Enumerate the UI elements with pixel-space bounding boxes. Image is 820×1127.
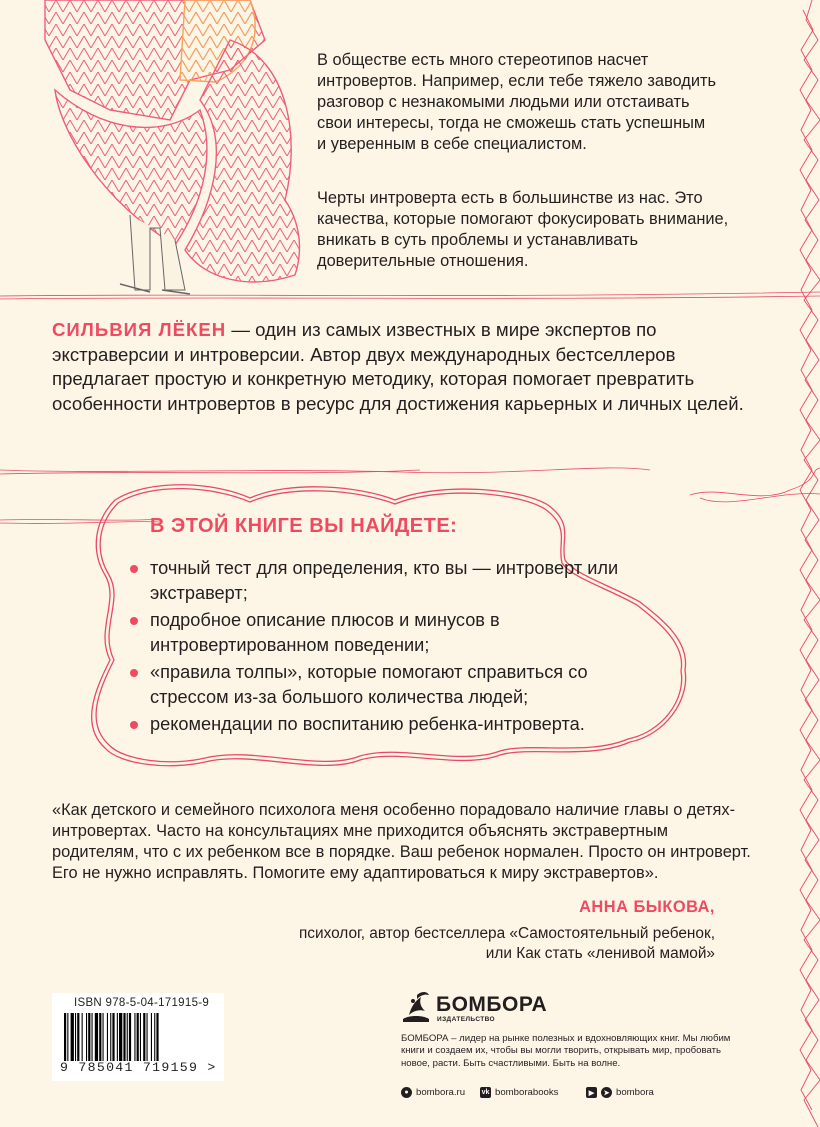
telegram-icon: ➤	[601, 1087, 612, 1098]
barcode-bar	[119, 1013, 122, 1061]
website-label: bombora.ru	[416, 1087, 466, 1098]
list-item	[130, 712, 660, 737]
barcode-bar	[110, 1013, 111, 1061]
barcode-bar	[88, 1013, 90, 1061]
list-item	[130, 608, 660, 657]
list-item-text: «правила толпы», которые помогают справиться со стрессом из-за большого количества людей;	[150, 662, 588, 707]
barcode-bar	[151, 1013, 152, 1061]
author-text: — один из самых известных в мире экспертов по экстраверсии и интроверсии. Автор двух международных бестселлеров предлагает простую и конкретную методику, которая помогает превратить особенности интровертов в ресурс для достижения карьерных и личных целей.	[52, 319, 744, 414]
publisher-blurb: БОМБОРА – лидер на рынке полезных и вдохновляющих книг. Мы любим книги и создаем их, чтобы вы могли творить, открывать мир, пробовать новое, расти. Быть счастливыми. Быть на волне.	[401, 1033, 731, 1069]
bullet-icon	[130, 721, 138, 729]
barcode-bar	[134, 1013, 135, 1061]
barcode-bar	[95, 1013, 98, 1061]
barcode-digits: 9 785041 719159 >	[60, 1060, 217, 1075]
barcode-bar	[147, 1013, 148, 1061]
author-name: СИЛЬВИЯ ЛЁКЕН	[52, 319, 227, 340]
list-item-text: точный тест для определения, кто вы — интроверт или экстраверт;	[150, 558, 619, 603]
intro-paragraph-1: В обществе есть много стереотипов насчет интровертов. Например, если тебе тяжело заводить разговор с незнакомыми людьми или отстаивать свои интересы, тогда не сможешь стать успешным и уверенным в себе специалистом.	[317, 51, 717, 153]
intro-paragraph-2: Черты интроверта есть в большинстве из нас. Это качества, которые помогают фокусировать внимание, вникать в суть проблемы и устанавливать доверительные отношения.	[317, 189, 729, 270]
website-link[interactable]	[401, 1087, 465, 1098]
barcode-bar	[77, 1013, 79, 1061]
author-credential: или Как стать «ленивой мамой»	[485, 945, 715, 962]
author-paragraph	[52, 318, 762, 416]
barcode-bar	[86, 1013, 87, 1061]
author-credential: психолог, автор бестселлера «Самостоятельный ребенок,	[298, 925, 715, 942]
vk-label: bomborabooks	[495, 1087, 559, 1098]
barcode-bar	[92, 1013, 93, 1061]
barcode-bar	[71, 1013, 74, 1061]
barcode-bar	[123, 1013, 125, 1061]
bombora-logo-icon	[401, 989, 431, 1023]
barcode-bars	[64, 1013, 214, 1061]
isbn-text: ISBN 978-5-04-171915-9	[74, 997, 210, 1009]
barcode-bar	[140, 1013, 141, 1061]
vk-link[interactable]	[480, 1087, 558, 1098]
testimonial-author: АННА БЫКОВА,	[579, 898, 715, 916]
social-label: bombora	[616, 1087, 654, 1098]
barcode	[52, 993, 224, 1081]
feature-list	[130, 556, 660, 740]
youtube-icon: ▶	[586, 1087, 597, 1098]
barcode-bar	[117, 1013, 118, 1061]
bullet-icon	[130, 617, 138, 625]
list-item-text: подробное описание плюсов и минусов в интровертированном поведении;	[150, 610, 500, 655]
globe-icon: ●	[401, 1087, 412, 1098]
barcode-bar	[154, 1013, 155, 1061]
scribble-line	[800, 0, 820, 1127]
publisher-subtitle: ИЗДАТЕЛЬСТВО	[437, 1016, 496, 1023]
barcode-bar	[107, 1013, 108, 1061]
barcode-bar	[67, 1013, 68, 1061]
bullet-icon	[130, 669, 138, 677]
bullet-icon	[130, 565, 138, 573]
barcode-bar	[75, 1013, 76, 1061]
barcode-bar	[64, 1013, 66, 1061]
barcode-bar	[129, 1013, 131, 1061]
barcode-bar	[156, 1013, 158, 1061]
section-title: В ЭТОЙ КНИГЕ ВЫ НАЙДЕТЕ:	[150, 515, 458, 537]
barcode-bar	[127, 1013, 128, 1061]
list-item	[130, 660, 660, 709]
barcode-bar	[103, 1013, 104, 1061]
barcode-bar	[99, 1013, 101, 1061]
publisher-name: БОМБОРА	[436, 993, 548, 1016]
list-item-text: рекомендации по воспитанию ребенка-интроверта.	[150, 714, 585, 734]
barcode-bar	[143, 1013, 145, 1061]
barcode-bar	[112, 1013, 114, 1061]
illustration-knitted-sweater	[45, 0, 299, 294]
social-link[interactable]	[586, 1087, 654, 1098]
barcode-bar	[82, 1013, 83, 1061]
vk-icon: vk	[481, 1089, 490, 1096]
testimonial-quote: «Как детского и семейного психолога меня особенно порадовало наличие главы о детях-интровертах. Часто на консультациях мне приходится объяснять экстравертным родителям, что с их ребенком все в порядке. Ваш ребенок нормален. Просто он интроверт. Его не нужно исправлять. Помогите ему адаптироваться к миру экстравертов».	[52, 801, 751, 882]
barcode-bar	[137, 1013, 139, 1061]
list-item	[130, 556, 660, 605]
